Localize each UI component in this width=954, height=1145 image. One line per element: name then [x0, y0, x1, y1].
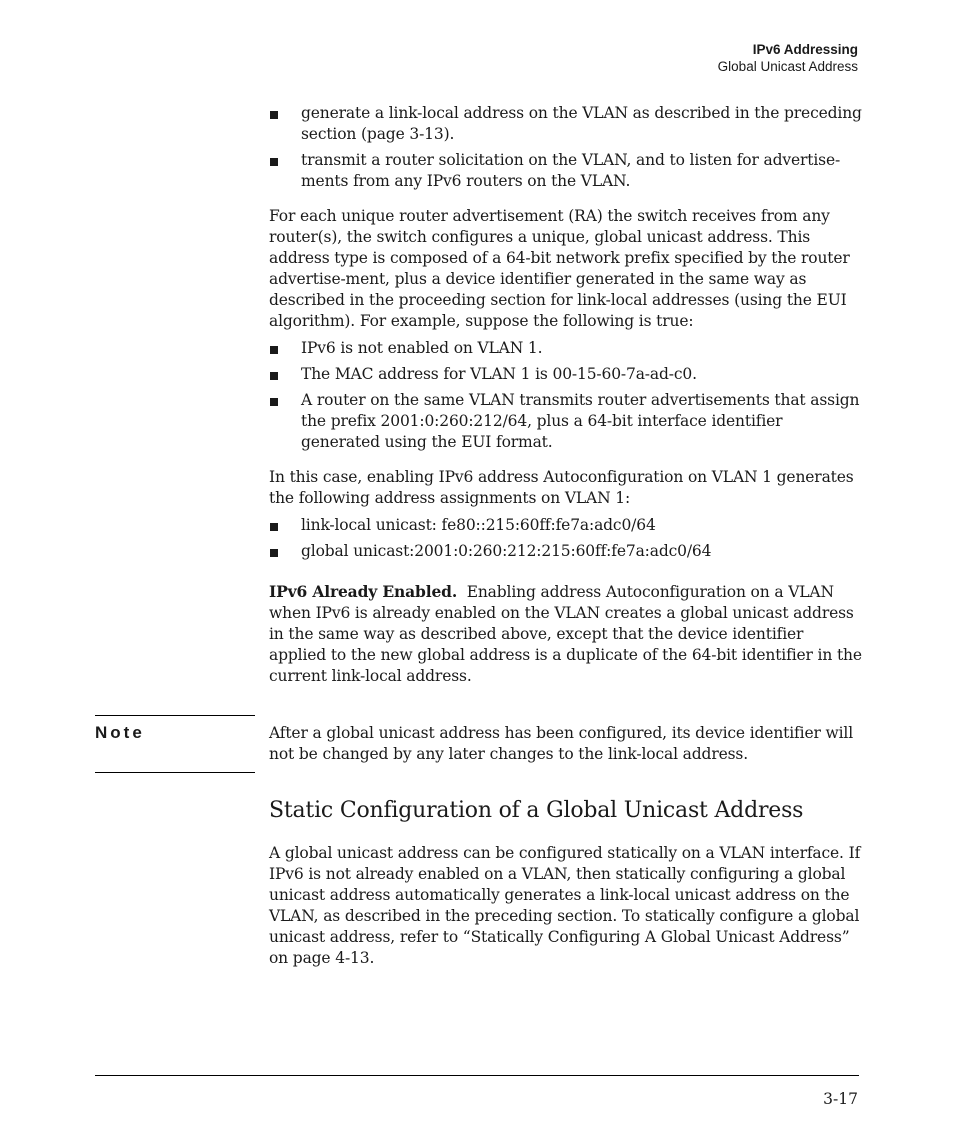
ra-paragraph: For each unique router advertisement (RA) the switch receives from any router(s), the switch configures a unique, global unicast address. This address type is composed of a 64-bit network prefix specified by the router advertise-ment, plus a device identifier generated in the same way as described in the proceeding section for link-local addresses (using the EUI algorithm). For example, suppose the following is true:	[269, 207, 850, 330]
list-item: IPv6 is not enabled on VLAN 1.	[269, 338, 864, 359]
footer-rule	[95, 1075, 859, 1076]
list-item: transmit a router solicitation on the VLAN, and to listen for advertise-ments from any IPv6 routers on the VLAN.	[269, 150, 864, 192]
section-title: Global Unicast Address	[717, 59, 858, 74]
result-bullet-list	[269, 515, 864, 562]
running-header	[718, 41, 858, 75]
chapter-title: IPv6 Addressing	[752, 42, 858, 57]
note-label: Note	[95, 723, 145, 742]
section-heading: Static Configuration of a Global Unicast Address	[269, 798, 804, 823]
note-box	[95, 715, 255, 773]
list-item: generate a link-local address on the VLAN as described in the preceding section (page 3-13).	[269, 103, 864, 145]
example-bullet-list	[269, 338, 864, 453]
case-paragraph: In this case, enabling IPv6 address Autoconfiguration on VLAN 1 generates the following address assignments on VLAN 1:	[269, 468, 854, 507]
list-item: The MAC address for VLAN 1 is 00-15-60-7a-ad-c0.	[269, 364, 864, 385]
section-body: A global unicast address can be configured statically on a VLAN interface. If IPv6 is not already enabled on a VLAN, then statically configuring a global unicast address automatically generates a link-local unicast address on the VLAN, as described in the preceding section. To statically configure a global unicast address, refer to “Statically Configuring A Global Unicast Address” on page 4-13.	[269, 844, 861, 967]
list-item: global unicast:2001:0:260:212:215:60ff:fe7a:adc0/64	[269, 541, 864, 562]
list-item: A router on the same VLAN transmits router advertisements that assign the prefix 2001:0:260:212/64, plus a 64-bit interface identifier generated using the EUI format.	[269, 390, 864, 453]
already-enabled-text: Enabling address Autoconfiguration on a VLAN when IPv6 is already enabled on the VLAN creates a global unicast address in the same way as described above, except that the device identifier applied to the new global address is a duplicate of the 64-bit identifier in the current link-local address.	[269, 583, 862, 685]
list-item: link-local unicast: fe80::215:60ff:fe7a:adc0/64	[269, 515, 864, 536]
main-content	[269, 103, 864, 687]
intro-bullet-list	[269, 103, 864, 192]
already-enabled-paragraph	[269, 581, 864, 687]
page-number: 3-17	[823, 1090, 858, 1108]
note-text: After a global unicast address has been configured, its device identifier will not be changed by any later changes to the link-local address.	[269, 724, 854, 763]
already-enabled-title: IPv6 Already Enabled.	[269, 582, 458, 601]
